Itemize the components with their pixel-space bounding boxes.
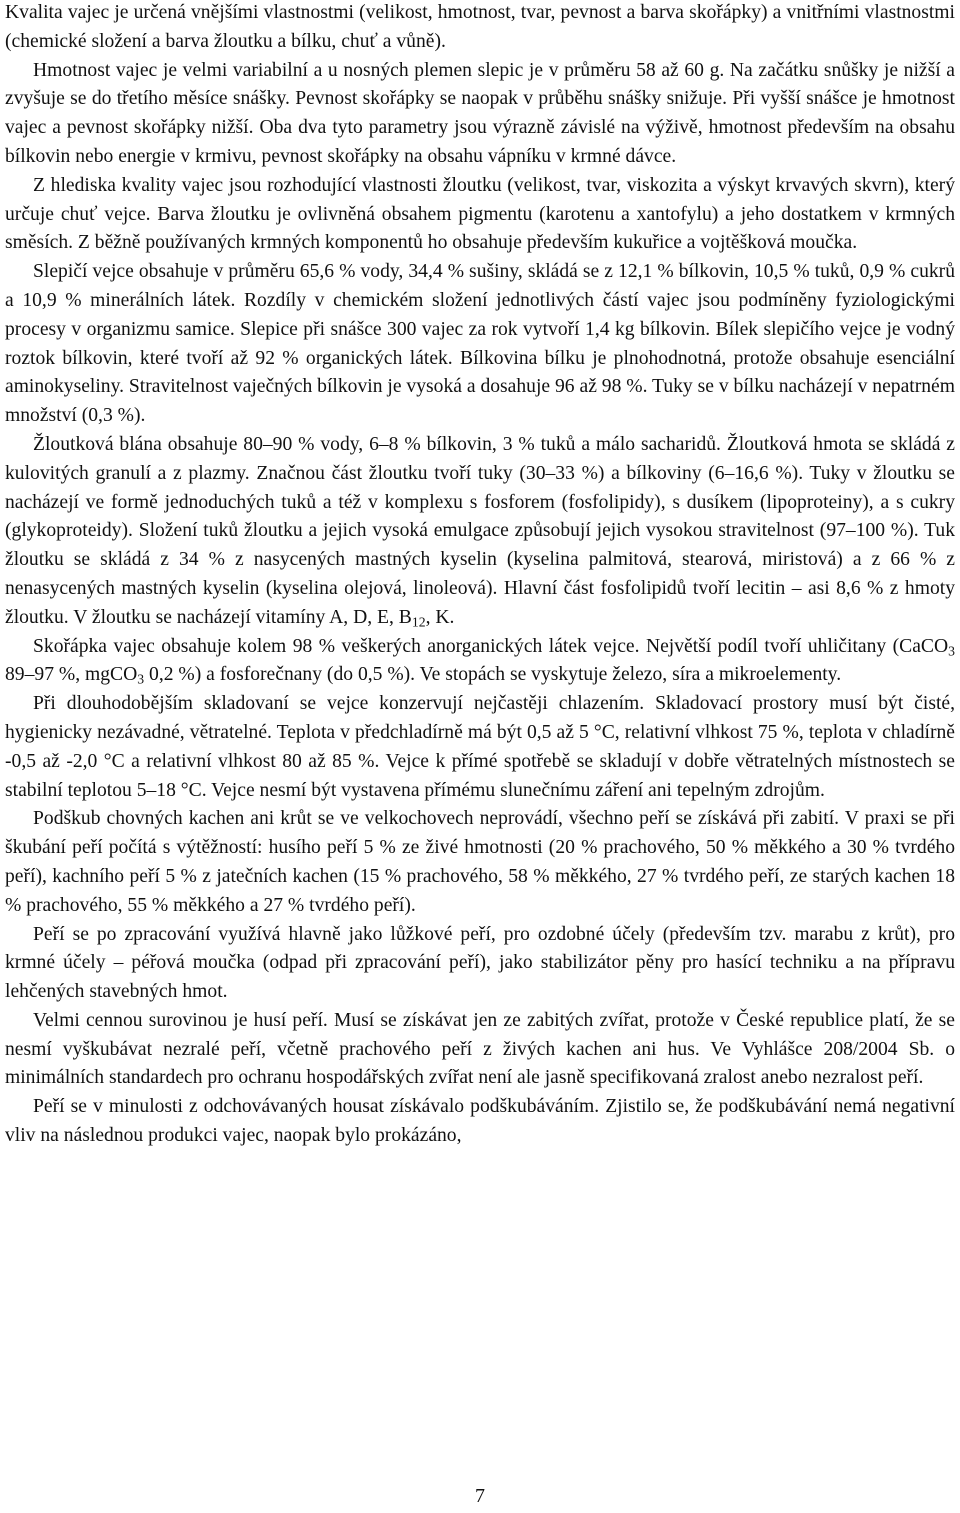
paragraph-yolk-quality: Z hlediska kvality vajec jsou rozhodující vlastnosti žloutku (velikost, tvar, viskozita a výskyt krvavých skvrn), který určuje chuť vejce. Barva žloutku je ovlivněná obsahem pigmentu (karotenu a xantofylu) a jeho dostatkem v krmných směsích. Z běžně používaných krmných komponentů ho obsahuje především kukuřice a vojtěšková moučka.	[5, 174, 955, 254]
paragraph-goose-feathers: Velmi cennou surovinou je husí peří. Musí se získávat jen ze zabitých zvířat, protože v České republice platí, že se nesmí vyškubávat nezralé peří, včetně prachového peří z živých kachen ani hus. Ve Vyhlášce 208/2004 Sb. o minimálních standardech pro ochranu hospodářských zvířat není ale jasně specifikovaná zralost anebo nezralost peří.	[5, 1009, 955, 1089]
document-body	[5, 0, 955, 1151]
paragraph-feather-plucking: Podškub chovných kachen ani krůt se ve velkochovech neprovádí, všechno peří se získává při zabití. V praxi se při škubání peří počítá s výtěžností: husího peří 5 % ze živé hmotnosti (20 % prachového, 50 % měkkého a 30 % tvrdého peří), kachního peří 5 % z jatečních kachen (15 % prachového, 58 % měkkého, 27 % tvrdého peří, ze starých kachen 18 % prachového, 55 % měkkého a 27 % tvrdého peří).	[5, 808, 955, 916]
paragraph-egg-weight: Hmotnost vajec je velmi variabilní a u nosných plemen slepic je v průměru 58 až 60 g. Na začátku snůšky je nižší a zvyšuje se do třetího měsíce snášky. Pevnost skořápky se naopak v průběhu snášky snižuje. Při vyšší snášce je hmotnost vajec a pevnost skořápky nižší. Oba dva tyto parametry jsou výrazně závislé na výživě, hmotnost především na obsahu bílkovin nebo energie v krmivu, pevnost skořápky na obsahu vápníku v krmné dávce.	[5, 59, 955, 167]
paragraph-egg-storage: Při dlouhodobějším skladovaní se vejce konzervují nejčastěji chlazením. Skladovací prostory musí být čisté, hygienicky nezávadné, větratelné. Teplota v předchladírně má být 0,5 až 5 °C, relativní vlhkost 75 %, teplota v chladírně -0,5 až -2,0 °C a relativní vlhkost 80 až 85 %. Vejce k přímé spotřebě se skladují v dobře větratelných místnostech se stabilní teplotou 5–18 °C. Vejce nesmí být vystavena přímému slunečnímu záření ani tepelným zdrojům.	[5, 693, 955, 801]
paragraph-yolk-membrane: Žloutková blána obsahuje 80–90 % vody, 6–8 % bílkovin, 3 % tuků a málo sacharidů. Žloutková hmota se skládá z kulovitých granulí a z plazmy. Značnou část žloutku tvoří tuky (30–33 %) a bílkoviny (6–16,6 %). Tuky v žloutku se nacházejí ve formě jednoduchých tuků a též v komplexu s fosforem (fosfolipidy), s dusíkem (lipoproteiny), a s cukry (glykoproteidy). Složení tuků žloutku a jejich vysoká emulgace způsobují jejich vysokou stravitelnost (97–100 %). Tuk žloutku se skládá z 34 % z nasycených mastných kyselin (kyselina palmitová, stearová, miristová) a z 66 % z nenasycených mastných kyselin (kyselina olejová, linoleová). Hlavní část fosfolipidů tvoří lecitin – asi 8,6 % z hmoty žloutku. V žloutku se nacházejí vitamíny A, D, E, $B_{12}$, K.	[5, 433, 955, 630]
paragraph-eggshell: Skořápka vajec obsahuje kolem 98 % veškerých anorganických látek vejce. Největší podíl tvoří uhličitany (CaCO$_3$ 89–97 %, mgCO$_3$ 0,2 %) a fosforečnany (do 0,5 %). Ve stopách se vyskytuje železo, síra a mikroelementy.	[5, 635, 955, 687]
page-number: 7	[475, 1485, 485, 1507]
paragraph-feather-use: Peří se po zpracování využívá hlavně jako lůžkové peří, pro ozdobné účely (především tzv. marabu z krůt), pro krmné účely – péřová moučka (odpad při zpracování peří), jako stabilizátor pěny pro hasící techniku a na přípravu lehčených stavebných hmot.	[5, 923, 955, 1003]
paragraph-gosling-plucking: Peří se v minulosti z odchovávaných housat získávalo podškubáváním. Zjistilo se, že podškubávání nemá negativní vliv na následnou produkci vajec, naopak bylo prokázáno,	[5, 1096, 955, 1147]
paragraph-egg-composition: Slepičí vejce obsahuje v průměru 65,6 % vody, 34,4 % sušiny, skládá se z 12,1 % bílkovin, 10,5 % tuků, 0,9 % cukrů a 10,9 % minerálních látek. Rozdíly v chemickém složení jednotlivých částí vajec jsou podmíněny fyziologickými procesy v organizmu samice. Slepice při snášce 300 vajec za rok vytvoří 1,4 kg bílkovin. Bílek slepičího vejce je vodný roztok bílkovin, které tvoří až 92 % organických látek. Bílkovina bílku je plnohodnotná, protože obsahuje esenciální aminokyseliny. Stravitelnost vaječných bílkovin je vysoká a dosahuje 96 až 98 %. Tuky se v bílku nacházejí v nepatrném množství (0,3 %).	[5, 261, 955, 427]
paragraph-egg-quality: Kvalita vajec je určená vnějšími vlastnostmi (velikost, hmotnost, tvar, pevnost a barva skořápky) a vnitřními vlastnostmi (chemické složení a barva žloutku a bílku, chuť a vůně).	[5, 2, 955, 52]
